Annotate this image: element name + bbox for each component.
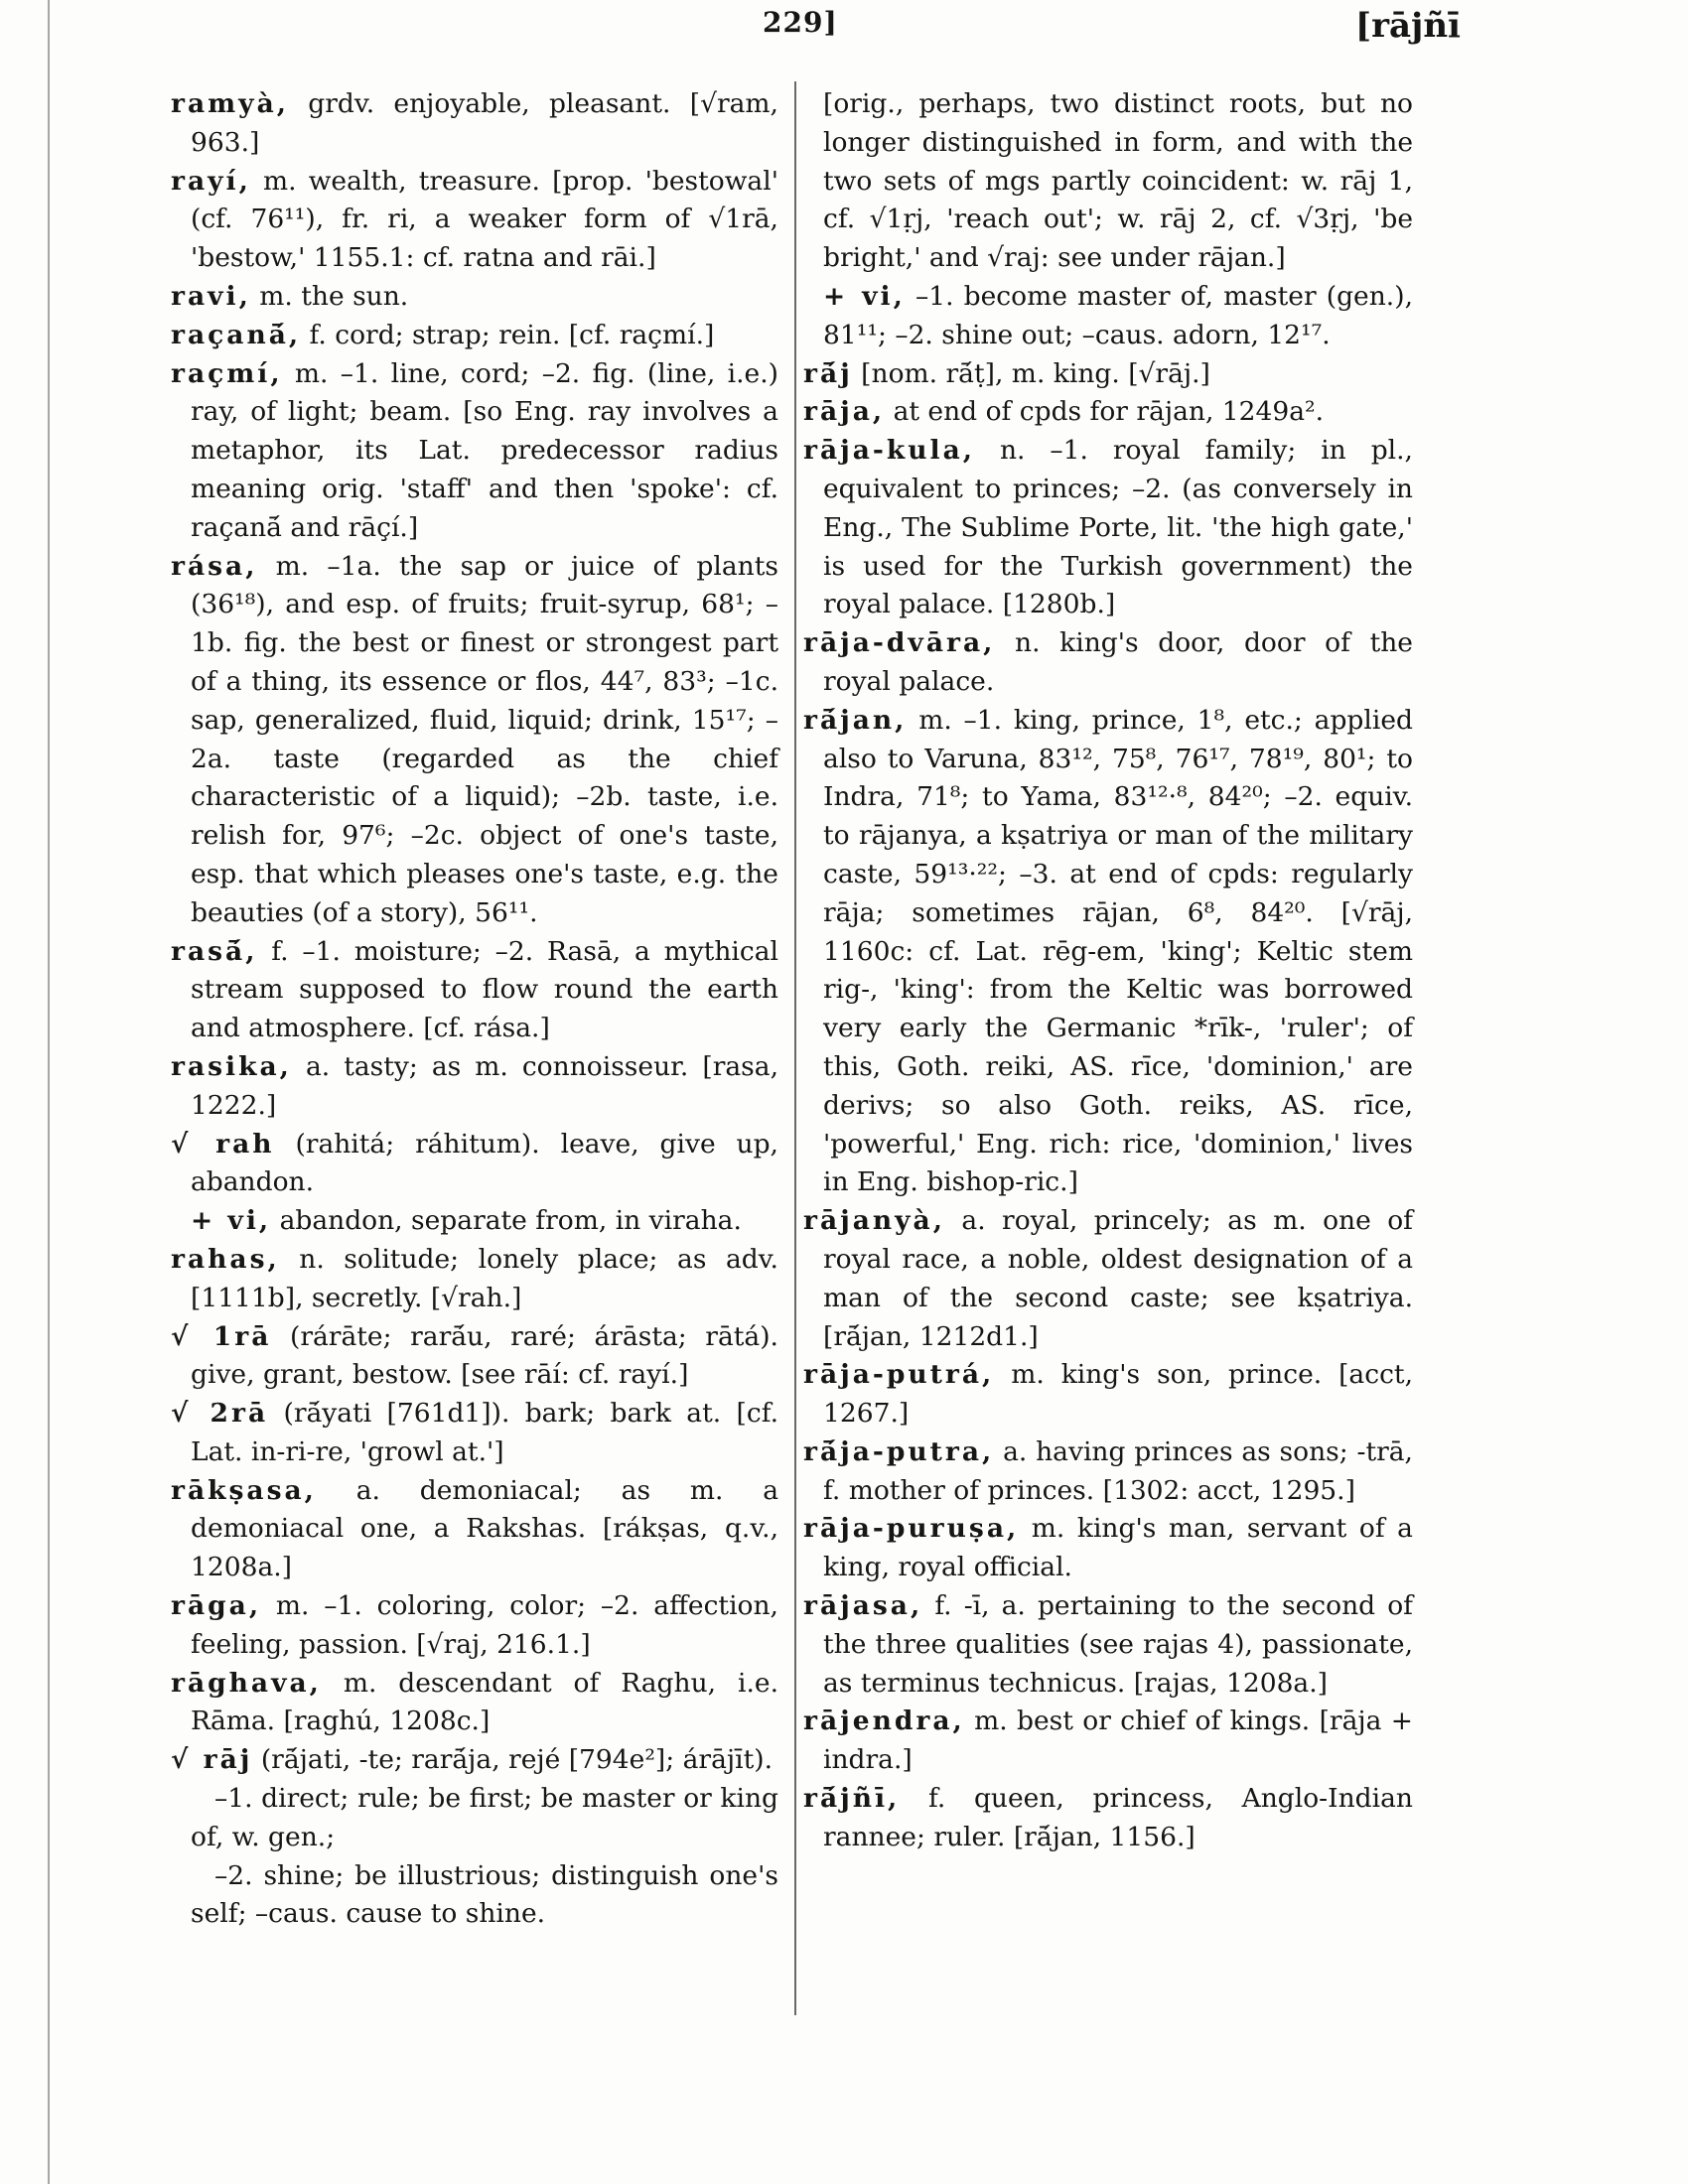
dictionary-entry bbox=[171, 1395, 778, 1472]
headword: rā́jan, bbox=[803, 704, 908, 736]
definition: a. tasty; as m. connoisseur. [rasa, 1222.] bbox=[191, 1050, 778, 1121]
dictionary-entry bbox=[171, 1587, 778, 1665]
definition: (rahitá; ráhitum). leave, give up, abandon. bbox=[191, 1128, 778, 1198]
dictionary-entry bbox=[171, 1126, 778, 1203]
definition: f. cord; strap; rein. [cf. raçmí.] bbox=[309, 319, 715, 350]
dictionary-entry bbox=[171, 1241, 778, 1318]
left-column bbox=[171, 85, 778, 1934]
dictionary-entry bbox=[171, 278, 778, 317]
definition: (rárāte; rarā́u, raré; árāsta; rātá). give, grant, bestow. [see rāí: cf. rayí.] bbox=[191, 1320, 778, 1391]
dictionary-entry bbox=[171, 1472, 778, 1587]
definition: m. king's son, prince. [acct, 1267.] bbox=[823, 1359, 1413, 1430]
dictionary-entry bbox=[171, 163, 778, 278]
definition: m. –1a. the sap or juice of plants (36¹⁸), and esp. of fruits; fruit-syrup, 68¹; –1b. fig. the best or finest or strongest part of a thing, its essence or flos, 44⁷, 83³; –1c. sap, generalized, fluid, liquid; drink, 15¹⁷; –2a. taste (regarded as the chief characteristic of a liquid); –2b. taste, i.e. relish for, 97⁶; –2c. object of one's taste, esp. that which pleases one's taste, e.g. the beauties (of a story), 56¹¹. bbox=[191, 550, 778, 928]
headword: + vi, bbox=[191, 1205, 272, 1237]
headword: rājasa, bbox=[803, 1590, 923, 1622]
definition: n. king's door, door of the royal palace. bbox=[823, 627, 1413, 697]
dictionary-entry bbox=[171, 1048, 778, 1126]
definition: m. wealth, treasure. [prop. 'bestowal' (cf. 76¹¹), fr. ri, a weaker form of √1rā, 'bestow,' 1155.1: cf. ratna and rāi.] bbox=[191, 165, 778, 274]
definition: n. –1. royal family; in pl., equivalent to princes; –2. (as conversely in Eng., The Sublime Porte, lit. 'the high gate,' is used for the Turkish government) the royal palace. [1280b.] bbox=[823, 435, 1413, 620]
right-column bbox=[803, 85, 1413, 1857]
headword: rājendra, bbox=[803, 1706, 965, 1737]
dictionary-entry bbox=[803, 1433, 1413, 1511]
definition: abandon, separate from, in viraha. bbox=[279, 1205, 742, 1237]
definition: –1. become master of, master (gen.), 81¹¹; –2. shine out; –caus. adorn, 12¹⁷. bbox=[823, 280, 1413, 350]
headword: rása, bbox=[171, 550, 258, 582]
definition: [nom. rā́ṭ], m. king. [√rāj.] bbox=[861, 357, 1210, 389]
headword: rāja-dvāra, bbox=[803, 627, 996, 659]
page-header bbox=[0, 6, 1688, 46]
definition: at end of cpds for rājan, 1249a². bbox=[893, 396, 1325, 428]
definition: m. –1. king, prince, 1⁸, etc.; applied also to Varuna, 83¹², 75⁸, 76¹⁷, 78¹⁹, 80¹; to Indra, 71⁸; to Yama, 83¹²·⁸, 84²⁰; –2. equiv. to rājanya, a kṣatriya or man of the military caste, 59¹³·²²; –3. at end of cpds: regularly rāja; sometimes rājan, 6⁸, 84²⁰. [√rāj, 1160c: cf. Lat. rēg-em, 'king'; Keltic stem rig-, 'king': from the Keltic was borrowed very early the Germanic *rīk-, 'ruler'; of this, Goth. reiki, AS. rīce, 'dominion,' are derivs; so also Goth. reiks, AS. rīce, 'powerful,' Eng. rich: rice, 'dominion,' lives in Eng. bishop-ric.] bbox=[823, 704, 1413, 1198]
headword: rājanyà, bbox=[803, 1205, 945, 1237]
dictionary-entry bbox=[171, 1318, 778, 1396]
definition: f. queen, princess, Anglo-Indian rannee; ruler. [rā́jan, 1156.] bbox=[823, 1783, 1413, 1852]
headword: rāja, bbox=[803, 396, 886, 428]
headword: rākṣasa, bbox=[171, 1474, 317, 1506]
dictionary-entry bbox=[803, 85, 1413, 278]
headword: raçmí, bbox=[171, 357, 283, 389]
dictionary-entry bbox=[171, 548, 778, 933]
definition: (rā́yati [761d1]). bark; bark at. [cf. Lat. in-ri-re, 'growl at.'] bbox=[191, 1398, 778, 1467]
dictionary-entry bbox=[171, 1202, 778, 1241]
dictionary-entry bbox=[803, 1202, 1413, 1356]
headword: + vi, bbox=[823, 280, 906, 312]
headword: √ rāj bbox=[171, 1744, 253, 1776]
definition: a. royal, princely; as m. one of royal race, a noble, oldest designation of a man of the second caste; see kṣatriya. [rā́jan, 1212d1.] bbox=[823, 1205, 1413, 1352]
headword: rā́ja-putra, bbox=[803, 1435, 995, 1467]
definition: m. –1. coloring, color; –2. affection, feeling, passion. [√raj, 216.1.] bbox=[191, 1590, 778, 1660]
headword: rāja-kula, bbox=[803, 435, 975, 467]
dictionary-entry bbox=[171, 1857, 778, 1935]
definition: a. demoniacal; as m. a demoniacal one, a Rakshas. [rákṣas, q.v., 1208a.] bbox=[191, 1474, 778, 1583]
dictionary-entry bbox=[803, 355, 1413, 394]
definition: m. king's man, servant of a king, royal official. bbox=[823, 1513, 1413, 1583]
definition: [orig., perhaps, two distinct roots, but no longer distinguished in form, and with the two sets of mgs partly coincident: w. rāj 1, cf. √1ṛj, 'reach out'; w. rāj 2, cf. √3ṛj, 'be bright,' and √raj: see under rājan.] bbox=[823, 88, 1413, 274]
running-head: [rājñī bbox=[1355, 6, 1461, 46]
headword: rāja-putrá, bbox=[803, 1359, 995, 1391]
headword: rā́j bbox=[803, 357, 853, 389]
headword: raçanā́, bbox=[171, 319, 302, 350]
definition: m. –1. line, cord; –2. fig. (line, i.e.) ray, of light; beam. [so Eng. ray involves a metaphor, its Lat. predecessor radius meaning orig. 'staff' and then 'spoke': cf. raçanā́ and rāçí.] bbox=[191, 357, 778, 543]
definition: grdv. enjoyable, pleasant. [√ram, 963.] bbox=[191, 88, 778, 158]
dictionary-entry bbox=[803, 1780, 1413, 1857]
headword: rāga, bbox=[171, 1590, 262, 1622]
binding-edge bbox=[48, 0, 50, 2184]
definition: m. descendant of Raghu, i.e. Rāma. [raghú, 1208c.] bbox=[191, 1667, 778, 1737]
headword: rasā́, bbox=[171, 935, 258, 967]
headword: rā́jñī, bbox=[803, 1783, 901, 1815]
dictionary-entry bbox=[803, 1510, 1413, 1587]
dictionary-entry bbox=[171, 1665, 778, 1742]
dictionary-entry bbox=[171, 1780, 778, 1857]
dictionary-entry bbox=[171, 317, 778, 355]
column-divider bbox=[794, 81, 796, 2015]
headword: rāja-puruṣa, bbox=[803, 1513, 1020, 1545]
headword: √ 2rā bbox=[171, 1398, 269, 1430]
dictionary-entry bbox=[803, 432, 1413, 624]
definition: f. -ī, a. pertaining to the second of the three qualities (see rajas 4), passionate, as terminus technicus. [rajas, 1208a.] bbox=[823, 1590, 1413, 1699]
headword: rāghava, bbox=[171, 1667, 322, 1699]
page-number: 229] bbox=[763, 6, 838, 39]
definition: –1. direct; rule; be first; be master or king of, w. gen.; bbox=[191, 1783, 778, 1852]
definition: (rā́jati, -te; rarā́ja, rejé [794e²]; árājīt). bbox=[260, 1744, 773, 1776]
dictionary-entry bbox=[171, 355, 778, 548]
headword: √ 1rā bbox=[171, 1320, 272, 1352]
headword: ramyà, bbox=[171, 88, 289, 119]
dictionary-entry bbox=[803, 624, 1413, 702]
dictionary-entry bbox=[803, 1587, 1413, 1703]
headword: rayí, bbox=[171, 165, 251, 197]
definition: –2. shine; be illustrious; distinguish one's self; –caus. cause to shine. bbox=[191, 1859, 778, 1930]
dictionary-entry bbox=[803, 1356, 1413, 1433]
definition: f. –1. moisture; –2. Rasā, a mythical stream supposed to flow round the earth and atmosphere. [cf. rása.] bbox=[191, 935, 778, 1044]
headword: rahas, bbox=[171, 1243, 280, 1275]
definition: a. having princes as sons; -trā, f. mother of princes. [1302: acct, 1295.] bbox=[823, 1435, 1413, 1506]
dictionary-entry bbox=[803, 278, 1413, 355]
headword: rasika, bbox=[171, 1050, 292, 1082]
headword: ravi, bbox=[171, 280, 251, 312]
definition: m. the sun. bbox=[259, 280, 409, 312]
dictionary-entry bbox=[803, 702, 1413, 1202]
definition: n. solitude; lonely place; as adv. [1111b], secretly. [√rah.] bbox=[191, 1243, 778, 1313]
dictionary-entry bbox=[171, 85, 778, 163]
dictionary-entry bbox=[803, 393, 1413, 432]
dictionary-entry bbox=[803, 1703, 1413, 1780]
definition: m. best or chief of kings. [rāja + indra.] bbox=[823, 1706, 1413, 1776]
headword: √ rah bbox=[171, 1128, 275, 1160]
dictionary-entry bbox=[171, 933, 778, 1048]
dictionary-entry bbox=[171, 1741, 778, 1780]
